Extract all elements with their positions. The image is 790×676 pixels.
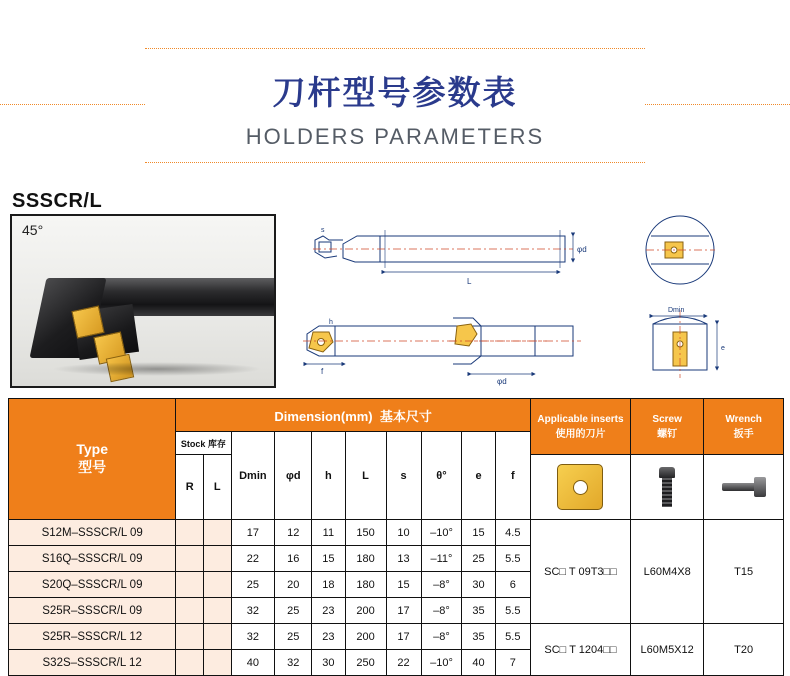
row-stock-r	[176, 520, 204, 546]
row-stock-l	[203, 598, 231, 624]
svg-text:φd: φd	[497, 377, 507, 386]
header-applicable-inserts: Applicable inserts 使用的刀片	[530, 399, 630, 455]
insert-picture-cell	[530, 455, 630, 520]
header-f: f	[495, 432, 530, 520]
row-f: 7	[495, 650, 530, 676]
row-L: 150	[345, 520, 386, 546]
row-h: 11	[312, 520, 345, 546]
svg-text:φd: φd	[577, 245, 587, 254]
row-e: 35	[462, 598, 495, 624]
row-type: S25R–SSSCR/L 09	[9, 598, 176, 624]
header-theta: θ°	[421, 432, 462, 520]
svg-text:e: e	[721, 345, 725, 352]
row-f: 5.5	[495, 598, 530, 624]
row-s: 13	[386, 546, 421, 572]
row-e: 30	[462, 572, 495, 598]
row-h: 23	[312, 598, 345, 624]
row-phi-d: 25	[275, 598, 312, 624]
holders-parameters-table	[8, 398, 784, 676]
row-L: 180	[345, 546, 386, 572]
row-stock-l	[203, 520, 231, 546]
row-dmin: 17	[231, 520, 275, 546]
row-theta: –10°	[421, 650, 462, 676]
svg-text:f: f	[321, 367, 324, 376]
row-e: 15	[462, 520, 495, 546]
screw-icon	[659, 467, 675, 507]
row-stock-r	[176, 598, 204, 624]
screw-picture-cell	[631, 455, 704, 520]
svg-text:s: s	[321, 227, 325, 234]
wrench-icon	[722, 474, 766, 500]
row-stock-r	[176, 624, 204, 650]
row-theta: –8°	[421, 598, 462, 624]
row-f: 5.5	[495, 624, 530, 650]
row-stock-r	[176, 650, 204, 676]
row-wrench: T20	[704, 624, 784, 676]
header-screw: Screw 螺钉	[631, 399, 704, 455]
row-phi-d: 32	[275, 650, 312, 676]
wrench-picture-cell	[704, 455, 784, 520]
row-dmin: 25	[231, 572, 275, 598]
carbide-insert-icon	[71, 305, 104, 338]
row-h: 30	[312, 650, 345, 676]
header-dimension: Dimension(mm) 基本尺寸	[176, 399, 531, 432]
row-h: 15	[312, 546, 345, 572]
row-e: 25	[462, 546, 495, 572]
header-left-rule	[0, 104, 145, 106]
header-e: e	[462, 432, 495, 520]
photo-shadow	[52, 362, 262, 376]
row-type: S20Q–SSSCR/L 09	[9, 572, 176, 598]
svg-text:h: h	[329, 319, 333, 326]
header-stock: Stock 库存	[176, 432, 231, 455]
row-stock-l	[203, 650, 231, 676]
row-s: 15	[386, 572, 421, 598]
row-h: 18	[312, 572, 345, 598]
row-s: 22	[386, 650, 421, 676]
header-type: Type 型号	[9, 399, 176, 520]
row-theta: –11°	[421, 546, 462, 572]
page-title-cn: 刀杆型号参数表	[272, 73, 518, 112]
header-h: h	[312, 432, 345, 520]
row-L: 200	[345, 598, 386, 624]
row-phi-d: 16	[275, 546, 312, 572]
row-stock-r	[176, 546, 204, 572]
row-screw: L60M5X12	[631, 624, 704, 676]
row-s: 17	[386, 598, 421, 624]
header-stock-l: L	[203, 455, 231, 520]
row-theta: –10°	[421, 520, 462, 546]
header-phi-d: φd	[275, 432, 312, 520]
row-dmin: 32	[231, 598, 275, 624]
row-e: 40	[462, 650, 495, 676]
row-type: S16Q–SSSCR/L 09	[9, 546, 176, 572]
technical-drawings	[285, 214, 785, 389]
header-dmin: Dmin	[231, 432, 275, 520]
header-right-rule	[645, 104, 790, 106]
header-s: s	[386, 432, 421, 520]
header-title-box	[145, 48, 645, 163]
drawing-svg	[285, 214, 785, 389]
table-row	[9, 520, 784, 546]
row-insert: SC□ T 1204□□	[530, 624, 630, 676]
row-wrench: T15	[704, 520, 784, 624]
insert-icon	[557, 464, 603, 510]
row-phi-d: 20	[275, 572, 312, 598]
row-s: 17	[386, 624, 421, 650]
row-stock-r	[176, 572, 204, 598]
row-stock-l	[203, 624, 231, 650]
product-photo	[10, 214, 276, 388]
row-screw: L60M4X8	[631, 520, 704, 624]
row-theta: –8°	[421, 572, 462, 598]
row-L: 180	[345, 572, 386, 598]
row-dmin: 40	[231, 650, 275, 676]
row-e: 35	[462, 624, 495, 650]
row-s: 10	[386, 520, 421, 546]
svg-text:Dmin: Dmin	[668, 307, 685, 314]
svg-text:L: L	[467, 277, 472, 286]
row-type: S25R–SSSCR/L 12	[9, 624, 176, 650]
row-f: 6	[495, 572, 530, 598]
row-type: S12M–SSSCR/L 09	[9, 520, 176, 546]
page-header	[0, 0, 790, 175]
header-wrench: Wrench 扳手	[704, 399, 784, 455]
row-dmin: 32	[231, 624, 275, 650]
row-theta: –8°	[421, 624, 462, 650]
photo-angle-label: 45°	[22, 222, 44, 238]
page-title-en: HOLDERS PARAMETERS	[245, 124, 545, 149]
row-stock-l	[203, 572, 231, 598]
row-phi-d: 25	[275, 624, 312, 650]
row-type: S32S–SSSCR/L 12	[9, 650, 176, 676]
row-h: 23	[312, 624, 345, 650]
row-insert: SC□ T 09T3□□	[530, 520, 630, 624]
row-f: 5.5	[495, 546, 530, 572]
table-header-row-1	[9, 399, 784, 432]
row-L: 200	[345, 624, 386, 650]
row-stock-l	[203, 546, 231, 572]
model-label: SSSCR/L	[12, 190, 103, 212]
row-f: 4.5	[495, 520, 530, 546]
header-stock-r: R	[176, 455, 204, 520]
row-L: 250	[345, 650, 386, 676]
table-row	[9, 624, 784, 650]
header-L: L	[345, 432, 386, 520]
row-phi-d: 12	[275, 520, 312, 546]
row-dmin: 22	[231, 546, 275, 572]
